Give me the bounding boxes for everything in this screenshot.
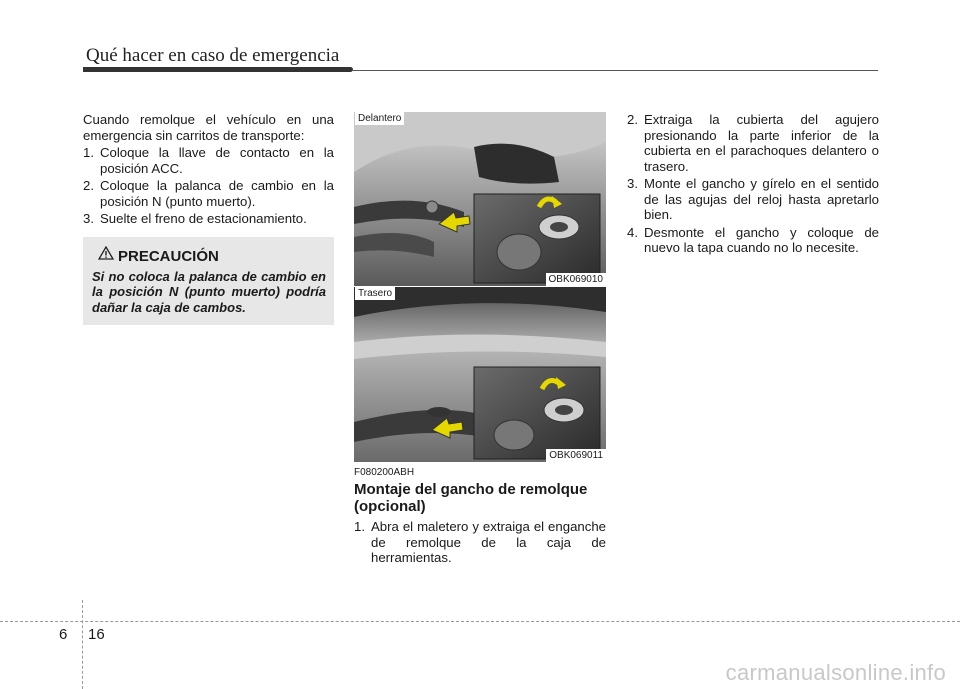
- watermark: carmanualsonline.info: [725, 660, 946, 685]
- header-rule: [83, 67, 353, 72]
- list-item: [354, 519, 606, 566]
- section-code: F080200ABH: [354, 467, 415, 478]
- column-1: [83, 112, 334, 229]
- step-text: Coloque la llave de contacto en la posición ACC.: [100, 145, 334, 176]
- list-item: [627, 225, 879, 256]
- steps-list-1: [83, 145, 334, 227]
- steps-list-3: [627, 112, 879, 256]
- step-number: 2.: [627, 112, 638, 127]
- figure-label: Delantero: [355, 112, 404, 125]
- warning-triangle-icon: [98, 246, 114, 265]
- column-2: [354, 519, 606, 568]
- footer-rule: [0, 621, 960, 622]
- page-number: 16: [88, 626, 105, 643]
- header-rule-thin: [353, 70, 878, 71]
- step-number: 2.: [83, 178, 94, 193]
- chapter-number: 6: [59, 626, 68, 643]
- step-text: Monte el gancho y gírelo en el sentido de las agujas del reloj hasta apretarlo bien.: [644, 176, 879, 222]
- step-text: Coloque la palanca de cambio en la posición N (punto muerto).: [100, 178, 334, 209]
- step-text: Extraiga la cubierta del agujero presionando la parte inferior de la cubierta en el parachoques delantero o trasero.: [644, 112, 879, 174]
- step-number: 3.: [83, 211, 94, 226]
- steps-list-2: [354, 519, 606, 566]
- list-item: [627, 176, 879, 223]
- step-text: Desmonte el gancho y coloque de nuevo la tapa cuando no lo necesite.: [644, 224, 879, 255]
- step-number: 1.: [83, 145, 94, 160]
- caution-box: [83, 237, 334, 325]
- step-text: Abra el maletero y extraiga el enganche de remolque de la caja de herramientas.: [371, 519, 606, 565]
- list-item: [83, 145, 334, 176]
- list-item: [83, 211, 334, 227]
- list-item: [83, 178, 334, 209]
- front-bumper-illustration: [354, 112, 606, 286]
- figure-code: OBK069010: [546, 273, 607, 286]
- step-number: 3.: [627, 176, 638, 191]
- rear-tow-hook-figure: [354, 287, 606, 462]
- list-item: [627, 112, 879, 174]
- caution-text: Si no coloca la palanca de cambio en la posición N (punto muerto) podría dañar la caja de cambos.: [92, 269, 326, 315]
- step-text: Suelte el freno de estacionamiento.: [100, 211, 307, 226]
- intro-paragraph: Cuando remolque el vehículo en una emergencia sin carritos de transporte:: [83, 112, 334, 143]
- step-number: 1.: [354, 519, 365, 534]
- footer-divider: [82, 600, 83, 689]
- step-number: 4.: [627, 224, 638, 240]
- caution-title: PRECAUCIÓN: [118, 248, 219, 265]
- front-tow-hook-figure: [354, 112, 606, 286]
- rear-bumper-illustration: [354, 287, 606, 462]
- column-3: [627, 112, 879, 258]
- page-header-title: Qué hacer en caso de emergencia: [86, 45, 340, 66]
- figure-code: OBK069011: [546, 449, 606, 462]
- section-title: Montaje del gancho de remolque (opcional): [354, 481, 588, 515]
- figure-label: Trasero: [355, 287, 395, 300]
